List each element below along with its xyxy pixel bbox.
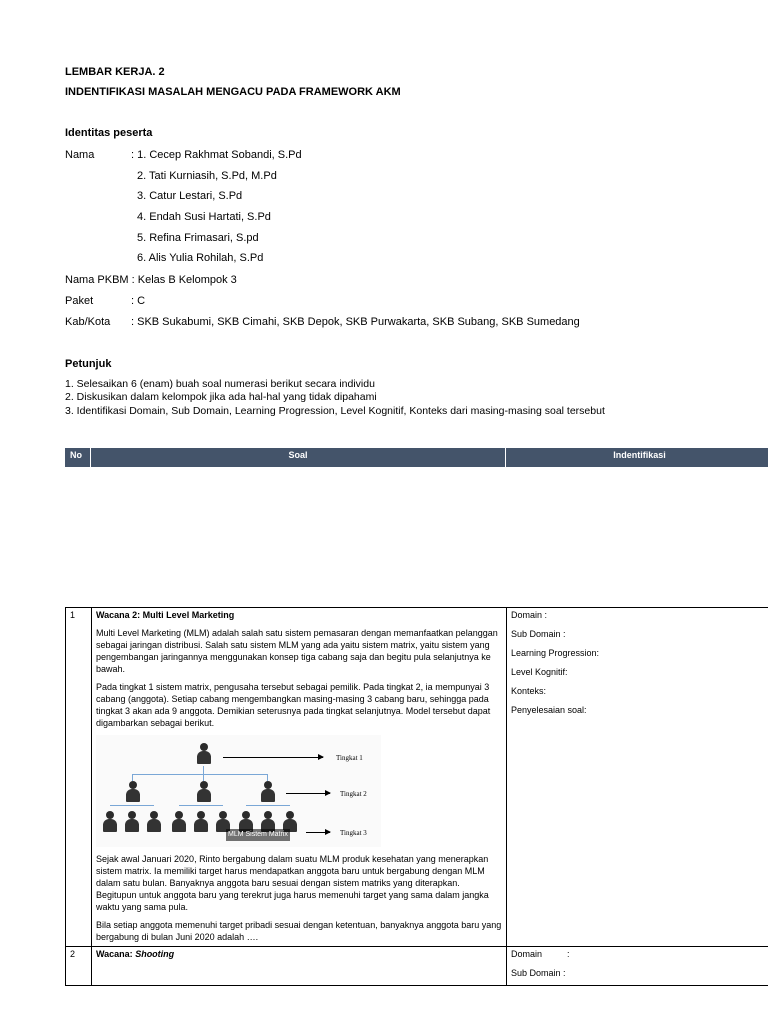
paragraph: Pada tingkat 1 sistem matrix, pengusaha tersebut sebagai pemilik. Pada tingkat 2, ia mempunyai 3 cabang (anggota). Setiap cabang mengembangkan masing-masing 3 cabang baru, sehingga pada tingkat 3 akan ada 9 anggota. Demikian seterusnya pada tingkat selanjutnya. Model tersebut dapat digambarkan sebagai berikut. <box>96 682 491 728</box>
header-no: No <box>65 448 91 467</box>
worksheet-title: LEMBAR KERJA. 2 <box>65 66 165 78</box>
person-icon <box>197 781 211 803</box>
nama-label: Nama <box>65 149 95 161</box>
identifikasi-cell <box>507 947 768 986</box>
connector-line <box>132 774 133 781</box>
kab-label: Kab/Kota <box>65 316 111 328</box>
header-soal: Soal <box>91 448 506 467</box>
ident-field: Konteks: <box>511 686 547 696</box>
soal-cell <box>92 947 507 986</box>
wacana-title: Wacana 2: Multi Level Marketing <box>96 610 235 620</box>
arrow-icon <box>306 832 330 833</box>
person-icon <box>125 811 139 833</box>
ident-field: Learning Progression: <box>511 648 600 658</box>
nama-item: 4. Endah Susi Hartati, S.Pd <box>137 211 271 223</box>
paragraph: Bila setiap anggota memenuhi target pribadi sesuai dengan ketentuan, banyaknya anggota baru yang bergabung di bulan Juni 2020 adalah …. <box>96 920 502 942</box>
table-header <box>65 448 768 467</box>
wacana-title-prefix: Wacana: <box>96 949 136 959</box>
nama-item: 6. Alis Yulia Rohilah, S.Pd <box>137 252 264 264</box>
petunjuk-item: 2. Diskusikan dalam kelompok jika ada hal-hal yang tidak dipahami <box>65 391 377 403</box>
nama-item: 3. Catur Lestari, S.Pd <box>137 190 243 202</box>
petunjuk-item: 3. Identifikasi Domain, Sub Domain, Learning Progression, Level Kognitif, Konteks dari masing-masing soal tersebut <box>65 405 605 417</box>
table-row <box>66 947 768 986</box>
nama-item: : 1. Cecep Rakhmat Sobandi, S.Pd <box>131 149 302 161</box>
person-icon <box>194 811 208 833</box>
person-icon <box>147 811 161 833</box>
paragraph: Multi Level Marketing (MLM) adalah salah satu sistem pemasaran dengan memanfaatkan pelanggan sebagai jaringan distribusi. Salah satu sistem MLM yang ada yaitu sistem matrix, yaitu sistem yang pengembangan jaringannya menggunakan konsep tiga cabang saja dan begitu pula selanjutnya ke bawah. <box>96 628 498 674</box>
person-icon <box>103 811 117 833</box>
connector-line <box>132 774 268 775</box>
connector-line <box>110 805 154 806</box>
paket-value: : C <box>131 295 146 307</box>
kab-value: : SKB Sukabumi, SKB Cimahi, SKB Depok, SKB Purwakarta, SKB Subang, SKB Sumedang <box>131 316 580 328</box>
identifikasi-cell <box>507 608 768 947</box>
connector-line <box>267 774 268 781</box>
worksheet-subtitle: INDENTIFIKASI MASALAH MENGACU PADA FRAMEWORK AKM <box>65 86 401 98</box>
wacana-title-emphasis: Shooting <box>135 949 175 959</box>
mlm-matrix-diagram <box>96 735 381 847</box>
paragraph: Sejak awal Januari 2020, Rinto bergabung dalam suatu MLM produk kesehatan yang menerapkan sistem matrix. Ia memiliki target harus mendapatkan anggota baru untuk bergabung dengan MLM dalam satu bulan. Banyaknya anggota baru sesuai dengan sistem matriks yang diterapkan. Begitupun untuk anggota baru yang terekrut juga harus memenuhi target yang sama dalam jangka waktu yang sama pula. <box>96 854 489 912</box>
nama-item: 5. Refina Frimasari, S.pd <box>137 232 259 244</box>
person-icon <box>172 811 186 833</box>
person-icon <box>261 781 275 803</box>
ident-field: Sub Domain : <box>511 968 566 978</box>
row-number: 2 <box>66 947 92 986</box>
soal-cell <box>92 608 507 947</box>
ident-field: Domain : <box>511 610 548 620</box>
tingkat-label: Tingkat 1 <box>336 754 363 762</box>
connector-line <box>179 805 223 806</box>
connector-line <box>203 766 204 774</box>
arrow-icon <box>223 757 323 758</box>
arrow-icon <box>286 793 330 794</box>
ident-field: Domain : <box>511 949 570 959</box>
diagram-caption: MLM Sistem Matrix <box>226 829 290 841</box>
header-identifikasi: Indentifikasi <box>613 450 666 460</box>
connector-line <box>203 774 204 781</box>
person-icon <box>126 781 140 803</box>
row-number: 1 <box>66 608 92 947</box>
petunjuk-item: 1. Selesaikan 6 (enam) buah soal numerasi berikut secara individu <box>65 378 375 390</box>
pkbm-line: Nama PKBM : Kelas B Kelompok 3 <box>65 274 237 286</box>
wacana-title <box>96 948 502 960</box>
nama-item: 2. Tati Kurniasih, S.Pd, M.Pd <box>137 170 277 182</box>
paket-label: Paket <box>65 295 94 307</box>
table-row <box>66 608 768 947</box>
question-table <box>65 607 768 986</box>
ident-field: Level Kognitif: <box>511 667 568 677</box>
tingkat-label: Tingkat 2 <box>340 790 367 798</box>
identitas-heading: Identitas peserta <box>65 127 153 139</box>
ident-field: Sub Domain : <box>511 629 566 639</box>
petunjuk-heading: Petunjuk <box>65 358 112 370</box>
connector-line <box>246 805 290 806</box>
ident-field: Penyelesaian soal: <box>511 705 587 715</box>
tingkat-label: Tingkat 3 <box>340 829 367 837</box>
person-icon <box>197 743 211 765</box>
